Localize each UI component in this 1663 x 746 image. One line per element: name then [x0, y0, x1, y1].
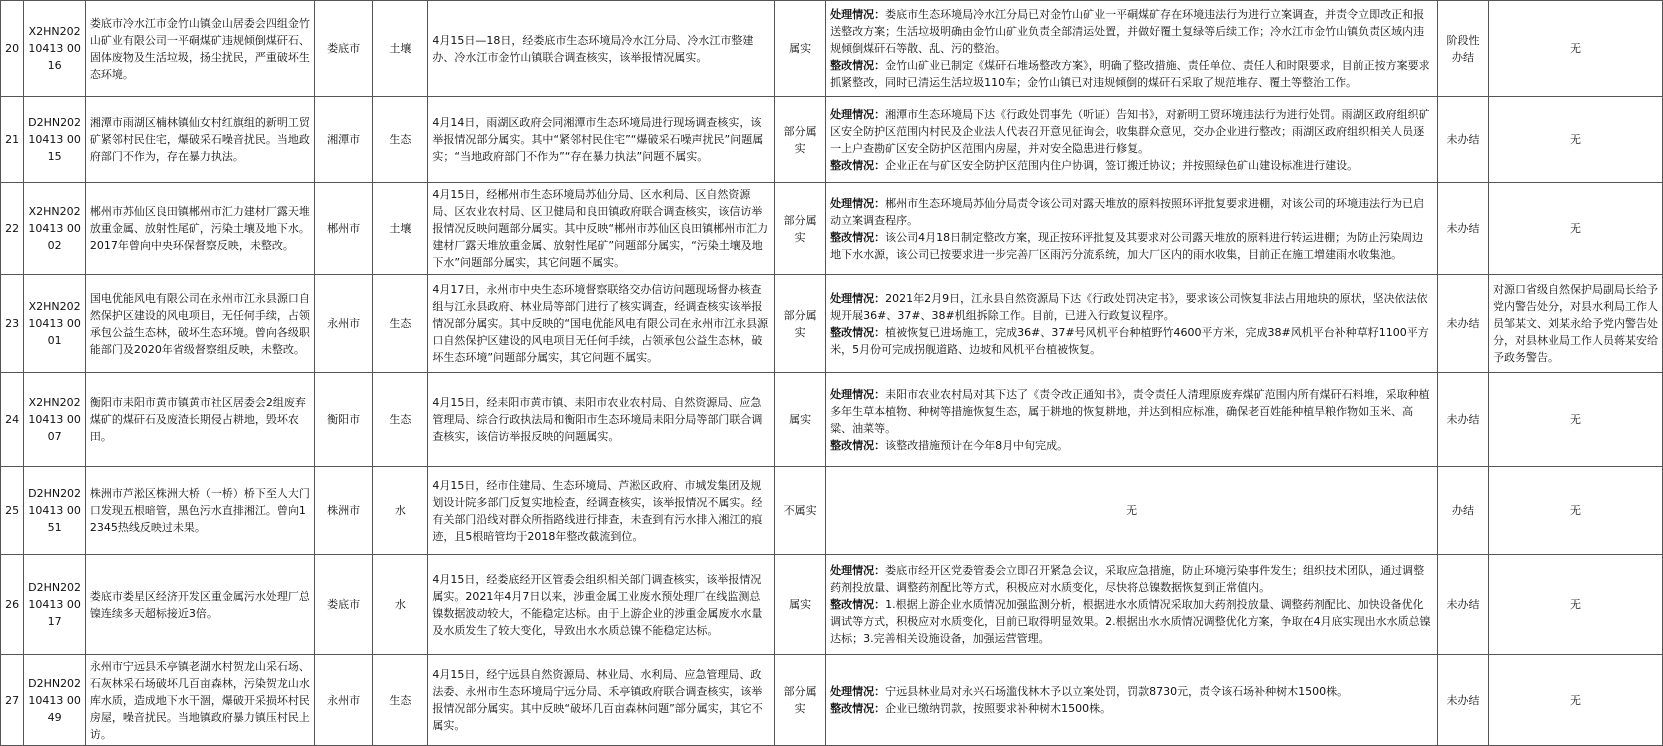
- case-code: X2HN20210413 0001: [24, 275, 86, 373]
- accountability: 无: [1489, 1, 1663, 97]
- case-code: X2HN20210413 0002: [24, 183, 86, 275]
- handling-text: 宁远县林业局对永兴石场滥伐林木予以立案处罚，罚款8730元，责令该石场补种树木1500株。: [885, 685, 1349, 698]
- table-row: [1, 1, 1663, 97]
- city: 娄底市: [314, 555, 372, 655]
- verification-result: 4月17日，永州市中央生态环境督察联络交办信访问题现场督办核查组与江永县政府、林业局等部门进行了核实调查，经调查核实该举报情况部分属实。其中反映的“国电优能风电有限公司在永州市江永县源口自然保护区建设的风电项目无任何手续，占领承包公益生态林，破坏生态环境”问题部分属实，其它问题不属实。: [428, 275, 775, 373]
- accountability: 无: [1489, 183, 1663, 275]
- rectification-text: 1.根据上游企业水质情况加强监测分析，根据进水水质情况采取加大药剂投放量、调整药剂配比、加快设备优化调试等方式，积极应对水质变化，目前已取得明显效果。2.根据出水水质情况调整优化方案，争取在4月底实现出水水质总镍达标；3.完善相关设施设备，加强运营管理。: [830, 598, 1431, 645]
- table-row: [1, 655, 1663, 746]
- rectification-label: 整改情况：: [830, 702, 886, 715]
- rectification-paragraph: [830, 437, 1433, 454]
- accountability: 无: [1489, 467, 1663, 555]
- verification-result: 4月14日，雨湖区政府会同湘潭市生态环境局进行现场调查核实，该举报情况部分属实。其中“紧邻村民住宅”“爆破采石噪声扰民”问题属实；“当地政府部门不作为”“存在暴力执法”问题不属实。: [428, 97, 775, 183]
- verification-result: 4月15日，经郴州市生态环境局苏仙分局、区水利局、区自然资源局、区农业农村局、区卫健局和良田镇政府联合调查核实，该信访举报情况反映问题部分属实。其中反映“郴州市苏仙区良田镇郴州市汇力建材厂露天堆放重金属、放射性尾矿”问题部分属实，“污染土壤及地下水”问题部分属实，其它问题不属实。: [428, 183, 775, 275]
- verification-status: 部分属实: [775, 655, 826, 746]
- handling-rectification: [826, 467, 1438, 555]
- row-number: 26: [1, 555, 24, 655]
- rectification-text: 企业已缴纳罚款，按照要求补种树木1500株。: [885, 702, 1112, 715]
- accountability: 对源口省级自然保护局副局长给予党内警告处分，对县水利局工作人员邹某文、刘某永给予党内警告处分，对县林业局工作人员蒋某安给予政务警告。: [1489, 275, 1663, 373]
- city: 湘潭市: [314, 97, 372, 183]
- rectification-paragraph: [830, 596, 1433, 647]
- row-number: 21: [1, 97, 24, 183]
- city: 永州市: [314, 275, 372, 373]
- rectification-label: 整改情况：: [830, 325, 886, 339]
- verification-status: 不属实: [775, 467, 826, 555]
- verification-result: 4月15日，经市住建局、生态环境局、芦淞区政府、市城发集团及规划设计院多部门反复实地检查，经调查核实，该举报情况不属实。经有关部门沿线对群众所指路线进行排查，未查到有污水排入湘江的痕迹，且5根暗管均于2018年整改截流到位。: [428, 467, 775, 555]
- handling-label: 处理情况：: [830, 387, 886, 401]
- city: 株洲市: [314, 467, 372, 555]
- pollution-category: 土壤: [373, 183, 428, 275]
- verification-status: 部分属实: [775, 97, 826, 183]
- verification-status: 部分属实: [775, 183, 826, 275]
- rectification-text: 该整改措施预计在今年8月中旬完成。: [885, 438, 1069, 452]
- row-number: 20: [1, 1, 24, 97]
- progress-status: 未办结: [1438, 183, 1489, 275]
- handling-label: 处理情况：: [830, 196, 886, 210]
- handling-label: 处理情况：: [830, 291, 886, 305]
- row-number: 22: [1, 183, 24, 275]
- case-code: D2HN20210413 0015: [24, 97, 86, 183]
- problem-description: 娄底市冷水江市金竹山镇金山居委会四组金竹山矿业有限公司一平硐煤矿违规倾倒煤矸石、固体废物及生活垃圾，扬尘扰民，严重破坏生态环境。: [85, 1, 314, 97]
- progress-status: 未办结: [1438, 555, 1489, 655]
- table-body: [1, 1, 1663, 746]
- handling-label: 处理情况：: [830, 8, 886, 21]
- rectification-paragraph: [830, 157, 1433, 174]
- verification-result: 4月15日，经耒阳市黄市镇、耒阳市农业农村局、自然资源局、应急管理局、综合行政执法局和衡阳市生态环境局耒阳分局等部门联合调查核实，该信访举报反映的问题属实。: [428, 373, 775, 467]
- progress-status: 未办结: [1438, 275, 1489, 373]
- city: 永州市: [314, 655, 372, 746]
- table-row: [1, 97, 1663, 183]
- problem-description: 娄底市娄星区经济开发区重金属污水处理厂总镍连续多天超标接近3倍。: [85, 555, 314, 655]
- handling-paragraph: [830, 195, 1433, 229]
- city: 娄底市: [314, 1, 372, 97]
- verification-result: 4月15日，经宁远县自然资源局、林业局、水利局、应急管理局、政法委、永州市生态环境局宁远分局、禾亭镇政府联合调查核实，该举报情况部分属实。其中反映“破坏几百亩森林问题”部分属实，其它不属实。: [428, 655, 775, 746]
- pollution-category: 生态: [373, 655, 428, 746]
- rectification-text: 企业正在与矿区安全防护区范围内住户协调，签订搬迁协议；并按照绿色矿山建设标准进行建设。: [885, 158, 1359, 172]
- case-code: X2HN20210413 0007: [24, 373, 86, 467]
- verification-result: 4月15日—18日，经娄底市生态环境局冷水江分局、冷水江市整建办、冷水江市金竹山镇联合调查核实，该举报情况属实。: [428, 1, 775, 97]
- table-row: [1, 183, 1663, 275]
- problem-description: 国电优能风电有限公司在永州市江永县源口自然保护区建设的风电项目，无任何手续，占领承包公益生态林，破坏生态环境。曾向各级职能部门及2020年省级督察组反映，未整改。: [85, 275, 314, 373]
- verification-status: 属实: [775, 1, 826, 97]
- handling-text: 娄底市经开区党委管委会立即召开紧急会议，采取应急措施，防止环境污染事件发生；组织技术团队，通过调整药剂投放量、调整药剂配比等方式，积极应对水质变化，尽快将总镍数据恢复到正常值内。: [830, 564, 1425, 594]
- rectification-label: 整改情况：: [830, 598, 886, 611]
- pollution-category: 水: [373, 467, 428, 555]
- handling-rectification: [826, 555, 1438, 655]
- progress-status: 未办结: [1438, 655, 1489, 746]
- problem-description: 株洲市芦淞区株洲大桥（一桥）桥下至人大门口发现五根暗管，黑色污水直排湘江。曾向12345热线反映过未果。: [85, 467, 314, 555]
- handling-label: 处理情况：: [830, 107, 886, 121]
- city: 郴州市: [314, 183, 372, 275]
- row-number: 25: [1, 467, 24, 555]
- city: 衡阳市: [314, 373, 372, 467]
- rectification-paragraph: [830, 57, 1433, 91]
- handling-label: 处理情况：: [830, 685, 886, 698]
- handling-rectification: [826, 183, 1438, 275]
- pollution-category: 生态: [373, 275, 428, 373]
- handling-rectification: [826, 373, 1438, 467]
- rectification-text: 该公司4月18日制定整改方案，现正按环评批复及其要求对公司露天堆放的原料进行转运进棚；为防止污染周边地下水水源，该公司已按要求进一步完善厂区雨污分流系统，加大厂区内的雨水收集，目前正在施工增建雨水收集池。: [830, 230, 1424, 261]
- case-code: D2HN20210413 0017: [24, 555, 86, 655]
- handling-paragraph: [830, 386, 1433, 437]
- handling-text: 2021年2月9日，江永县自然资源局下达《行政处罚决定书》，要求该公司恢复非法占用地块的原状，坚决依法依规开展36#、37#、38#机组拆除工作。目前，已进入行政复议程序。: [830, 291, 1428, 322]
- table-row: [1, 373, 1663, 467]
- accountability: 无: [1489, 373, 1663, 467]
- handling-paragraph: [830, 106, 1433, 157]
- pollution-category: 生态: [373, 373, 428, 467]
- case-code: D2HN20210413 0049: [24, 655, 86, 746]
- verification-status: 属实: [775, 555, 826, 655]
- rectification-text: 植被恢复已进场施工，完成36#、37#号风机平台种植野竹4600平方米，完成38#风机平台补种草籽1100平方米，5月份可完成拐舰道路、边坡和风机平台植被恢复。: [830, 325, 1429, 356]
- progress-status: 阶段性办结: [1438, 1, 1489, 97]
- verification-status: 部分属实: [775, 275, 826, 373]
- handling-rectification: [826, 655, 1438, 746]
- handling-text: 湘潭市生态环境局下达《行政处罚事先（听证）告知书》，对新明工贸环境违法行为进行处罚。雨湖区政府组织矿区安全防护区范围内村民及企业法人代表召开意见征询会，收集群众意见，交办企业进行整改；雨湖区政府组织相关人员逐一上户查勘矿区安全防护区范围内房屋，并对安全隐患进行修复。: [830, 107, 1430, 155]
- progress-status: 未办结: [1438, 97, 1489, 183]
- handling-paragraph: [830, 6, 1433, 57]
- rectification-label: 整改情况：: [830, 158, 886, 172]
- handling-rectification: [826, 275, 1438, 373]
- rectification-label: 整改情况：: [830, 230, 886, 244]
- handling-text: 娄底市生态环境局冷水江分局已对金竹山矿业一平硐煤矿存在环境违法行为进行立案调查，并责令立即改正和报送整改方案；生活垃圾明确由金竹山矿业负责全部清运处置，并做好覆土复绿等后续工作；冷水江市金竹山镇负责区域内违规倾倒煤矸石等散、乱、污的整治。: [830, 8, 1425, 55]
- case-code: X2HN20210413 0016: [24, 1, 86, 97]
- verification-status: 属实: [775, 373, 826, 467]
- problem-description: 湘潭市雨湖区楠林镇仙女村红旗组的新明工贸矿紧邻村民住宅，爆破采石噪音扰民。当地政府部门不作为，存在暴力执法。: [85, 97, 314, 183]
- handling-rectification: [826, 97, 1438, 183]
- rectification-paragraph: [830, 324, 1433, 358]
- row-number: 27: [1, 655, 24, 746]
- handling-paragraph: [830, 683, 1433, 700]
- accountability: 无: [1489, 97, 1663, 183]
- pollution-category: 生态: [373, 97, 428, 183]
- rectification-label: 整改情况：: [830, 59, 886, 72]
- table-row: [1, 555, 1663, 655]
- case-code: D2HN20210413 0051: [24, 467, 86, 555]
- handling-text: 郴州市生态环境局苏仙分局责令该公司对露天堆放的原料按照环评批复要求进棚，对该公司的环境违法行为已启动立案调查程序。: [830, 196, 1425, 227]
- row-number: 23: [1, 275, 24, 373]
- handling-label: 处理情况：: [830, 564, 886, 577]
- handling-rectification: [826, 1, 1438, 97]
- pollution-category: 土壤: [373, 1, 428, 97]
- pollution-category: 水: [373, 555, 428, 655]
- progress-status: 未办结: [1438, 373, 1489, 467]
- problem-description: 郴州市苏仙区良田镇郴州市汇力建材厂露天堆放重金属、放射性尾矿，污染土壤及地下水。2017年曾向中央环保督察反映，未整改。: [85, 183, 314, 275]
- handling-paragraph: [830, 562, 1433, 596]
- progress-status: 办结: [1438, 467, 1489, 555]
- table-row: [1, 275, 1663, 373]
- rectification-paragraph: [830, 229, 1433, 263]
- handling-paragraph: [830, 290, 1433, 324]
- accountability: 无: [1489, 655, 1663, 746]
- verification-result: 4月15日，经娄底经开区管委会组织相关部门调查核实，该举报情况属实。2021年4月7日以来，涉重金属工业废水预处理厂在线监测总镍数据波动较大，不能稳定达标。由于上游企业的涉重金属废水水量及水质发生了较大变化，导致出水水质总镍不能稳定达标。: [428, 555, 775, 655]
- handling-text: 耒阳市农业农村局对其下达了《责令改正通知书》，责令责任人清理原废弃煤矿范围内所有煤矸石料堆，采取种植多年生草本植物、种树等措施恢复生态，属于耕地的恢复耕地，并达到相应标准，确保老百姓能种植旱粮作物如玉米、高粱、油菜等。: [830, 387, 1430, 435]
- row-number: 24: [1, 373, 24, 467]
- table-row: [1, 467, 1663, 555]
- problem-description: 永州市宁远县禾亭镇老湖水村贺龙山采石场、石灰林采石场破坏几百亩森林，污染贺龙山水库水质，造成地下水干涸，爆破开采损坏村民房屋，噪音扰民。当地镇政府暴力镇压村民上访。: [85, 655, 314, 746]
- rectification-paragraph: [830, 700, 1433, 717]
- accountability: 无: [1489, 555, 1663, 655]
- handling-none: 无: [1126, 504, 1138, 517]
- rectification-text: 金竹山矿业已制定《煤矸石堆场整改方案》，明确了整改措施、责任单位、责任人和时限要求，目前正按方案要求抓紧整改，同时已清运生活垃圾110车；金竹山镇已对违规倾倒的煤矸石采取了规范堆存、覆土等整治工作。: [830, 59, 1430, 89]
- problem-description: 衡阳市耒阳市黄市镇黄市社区居委会2组废弃煤矿的煤矸石及废渣长期侵占耕地，毁坏农田。: [85, 373, 314, 467]
- rectification-label: 整改情况：: [830, 438, 886, 452]
